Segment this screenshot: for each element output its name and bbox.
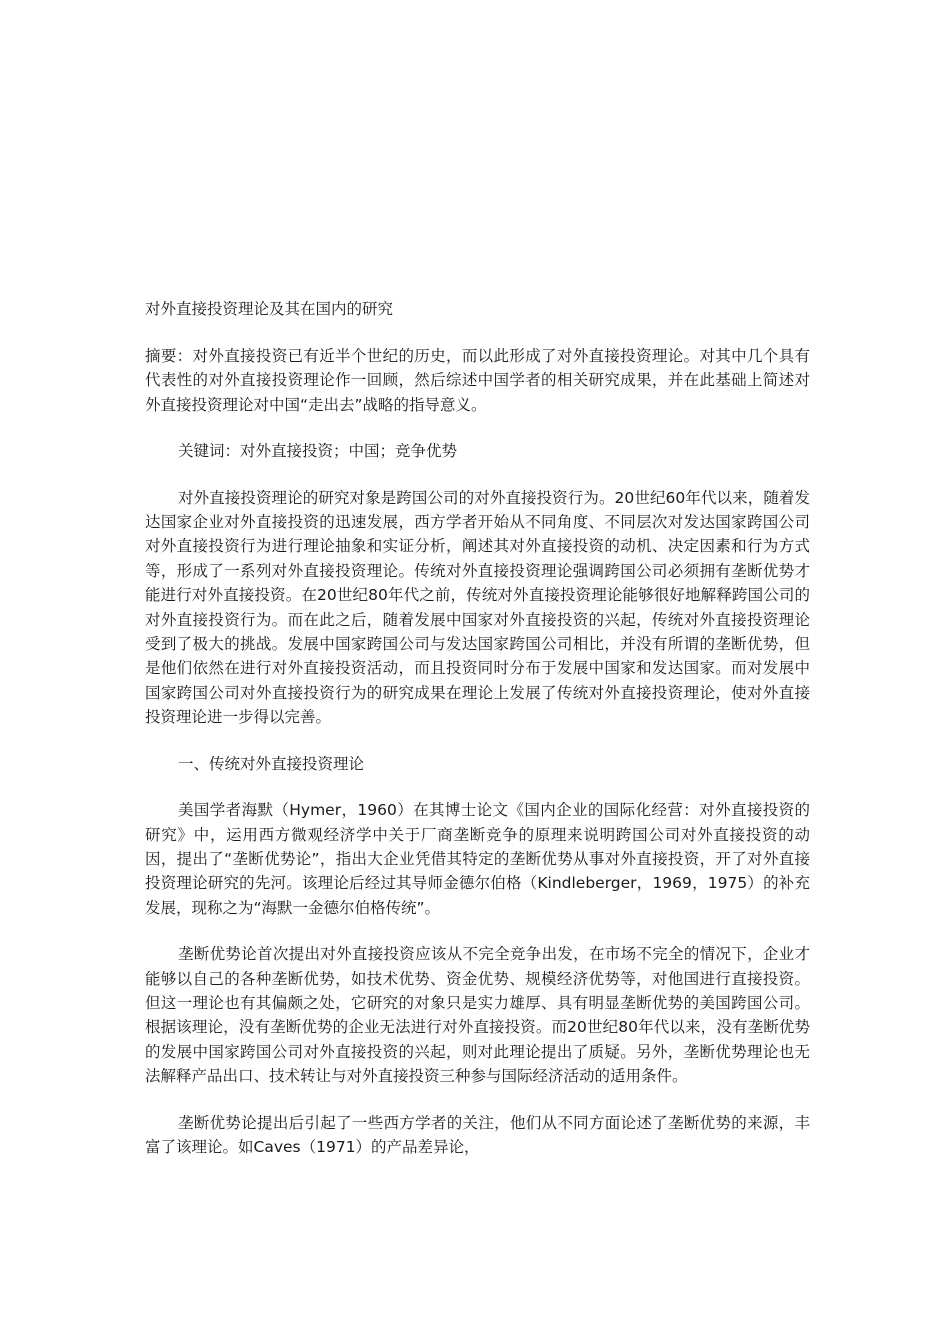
body-paragraph-caves: 垄断优势论提出后引起了一些西方学者的关注，他们从不同方面论述了垄断优势的来源，丰富了该理论。如Caves（1971）的产品差异论， [145, 1113, 810, 1156]
keywords-paragraph: 关键词：对外直接投资；中国；竞争优势 [178, 442, 458, 461]
section-heading: 一、传统对外直接投资理论 [178, 754, 365, 773]
body-paragraph-hymer: 美国学者海默（Hymer，1960）在其博士论文《国内企业的国际化经营：对外直接投资的研究》中，运用西方微观经济学中关于厂商垄断竞争的原理来说明跨国公司对外直接投资的动因，提出了“垄断优势论”，指出大企业凭借其特定的垄断优势从事对外直接投资，开了对外直接投资理论研究的先河。该理论后经过其导师金德尔伯格（Kindleberger，1969，1975）的补充发展，现称之为“海默一金德尔伯格传统”。 [145, 801, 810, 917]
abstract-paragraph: 摘要：对外直接投资已有近半个世纪的历史，而以此形成了对外直接投资理论。对其中几个具有代表性的对外直接投资理论作一回顾，然后综述中国学者的相关研究成果，并在此基础上简述对外直接投资理论对中国“走出去”战略的指导意义。 [145, 347, 810, 414]
intro-paragraph: 对外直接投资理论的研究对象是跨国公司的对外直接投资行为。20世纪60年代以来，随着发达国家企业对外直接投资的迅速发展，西方学者开始从不同角度、不同层次对发达国家跨国公司对外直接投资行为进行理论抽象和实证分析，阐述其对外直接投资的动机、决定因素和行为方式等，形成了一系列对外直接投资理论。传统对外直接投资理论强调跨国公司必须拥有垄断优势才能进行对外直接投资。在20世纪80年代之前，传统对外直接投资理论能够很好地解释跨国公司的对外直接投资行为。而在此之后，随着发展中国家对外直接投资的兴起，传统对外直接投资理论受到了极大的挑战。发展中国家跨国公司与发达国家跨国公司相比，并没有所谓的垄断优势，但是他们依然在进行对外直接投资活动，而且投资同时分布于发展中国家和发达国家。而对发展中国家跨国公司对外直接投资行为的研究成果在理论上发展了传统对外直接投资理论，使对外直接投资理论进一步得以完善。 [145, 488, 810, 727]
body-paragraph-monopoly: 垄断优势论首次提出对外直接投资应该从不完全竞争出发，在市场不完全的情况下，企业才能够以自己的各种垄断优势，如技术优势、资金优势、规模经济优势等，对他国进行直接投资。但这一理论也有其偏颇之处，它研究的对象只是实力雄厚、具有明显垄断优势的美国跨国公司。根据该理论，没有垄断优势的企业无法进行对外直接投资。而20世纪80年代以来，没有垄断优势的发展中国家跨国公司对外直接投资的兴起，则对此理论提出了质疑。另外，垄断优势理论也无法解释产品出口、技术转让与对外直接投资三种参与国际经济活动的适用条件。 [145, 945, 810, 1086]
document-page [145, 296, 810, 1181]
document-title: 对外直接投资理论及其在国内的研究 [145, 300, 394, 318]
